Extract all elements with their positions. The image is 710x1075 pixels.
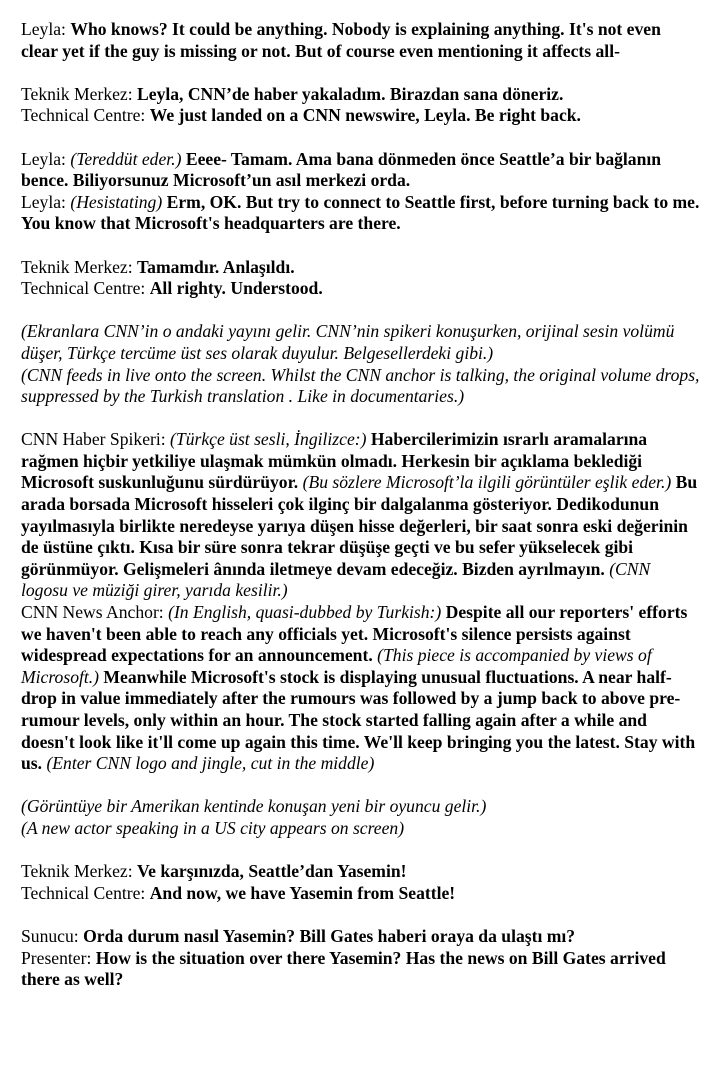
dialogue-line (21, 796, 700, 818)
dialogue-line (21, 948, 700, 991)
dialogue-text: Ve karşınızda, Seattle’dan Yasemin! (137, 861, 407, 882)
stage-direction: (Tereddüt eder.) (70, 148, 182, 169)
dialogue-line (21, 321, 700, 364)
stage-direction: (Ekranlara CNN’in o andaki yayını gelir. CNN’nin spikeri konuşurken, orijinal sesin volümü düşer, Türkçe tercüme üst ses olarak duyulur. Belgesellerdeki gibi.) (21, 321, 675, 363)
dialogue-text: How is the situation over there Yasemin? Has the news on Bill Gates arrived there as well? (21, 947, 666, 990)
dialogue-text: Despite all our reporters' efforts we haven't been able to reach any officials yet. Microsoft's silence persists against widespread expectations for an announcement. (21, 602, 688, 666)
dialogue-block (21, 926, 700, 991)
stage-direction: (Görüntüye bir Amerikan kentinde konuşan yeni bir oyuncu gelir.) (21, 796, 487, 817)
dialogue-block (21, 84, 700, 127)
speaker-label: Sunucu: (21, 925, 84, 946)
dialogue-text: All righty. Understood. (149, 278, 323, 299)
dialogue-line (21, 861, 700, 883)
dialogue-text: Leyla, CNN’de haber yakaladım. Birazdan sana döneriz. (137, 83, 564, 104)
speaker-label: Teknik Merkez: (21, 256, 138, 277)
dialogue-text: Meanwhile Microsoft's stock is displaying unusual fluctuations. A near half-drop in value immediately after the rumours was followed by a jump back to above pre-rumour levels, only within an hour. The stock started falling again after a while and doesn't look like it'll come up again this time. We'll keep bringing you the latest. Stay with us. (21, 666, 696, 774)
dialogue-line (21, 149, 700, 192)
dialogue-line (21, 883, 700, 905)
dialogue-line (21, 365, 700, 408)
dialogue-line (21, 429, 700, 602)
dialogue-text: Bu arada borsada Microsoft hisseleri çok ilginç bir dalgalanma gösteriyor. Dedikodunun yayılmasıyla birlikte neredeyse yarıya düşen hisse değerleri, bir saat sonra eski değerinin de üstüne çıktı. Kısa bir süre sonra tekrar düşüşe geçti ve bu sefer yükselecek gibi görünmüyor. Gelişmeleri ânında iletmeye devam edeceğiz. Bizden ayrılmayın. (21, 472, 698, 579)
speaker-label: Teknik Merkez: (21, 83, 138, 104)
dialogue-line (21, 105, 700, 127)
speaker-label: Leyla: (21, 19, 71, 39)
stage-direction: (Hesistating) (70, 191, 163, 212)
dialogue-line (21, 818, 700, 840)
dialogue-block (21, 861, 700, 904)
stage-direction: (A new actor speaking in a US city appears on screen) (21, 817, 405, 838)
dialogue-text: Who knows? It could be anything. Nobody is explaining anything. It's not even clear yet if the guy is missing or not. But of course even mentioning it affects all- (21, 19, 661, 61)
dialogue-line (21, 84, 700, 106)
dialogue-text: Erm, OK. But try to connect to Seattle first, before turning back to me. You know that Microsoft's headquarters are there. (21, 191, 700, 234)
stage-direction: (Enter CNN logo and jingle, cut in the middle) (46, 753, 375, 774)
speaker-label: Leyla: (21, 191, 71, 212)
dialogue-text: Orda durum nasıl Yasemin? Bill Gates haberi oraya da ulaştı mı? (83, 925, 576, 946)
speaker-label: CNN Haber Spikeri: (21, 429, 171, 450)
dialogue-line (21, 278, 700, 300)
speaker-label: Technical Centre: (21, 882, 150, 903)
dialogue-text: We just landed on a CNN newswire, Leyla. Be right back. (149, 105, 581, 126)
dialogue-line (21, 926, 700, 948)
stage-direction: (CNN feeds in live onto the screen. Whilst the CNN anchor is talking, the original volume drops, suppressed by the Turkish translation . Like in documentaries.) (21, 364, 700, 407)
stage-direction: (CNN logosu ve müziği girer, yarıda kesilir.) (21, 558, 651, 601)
stage-direction: (Bu sözlere Microsoft’la ilgili görüntüler eşlik eder.) (302, 472, 672, 493)
dialogue-text: Habercilerimizin ısrarlı aramalarına rağmen hiçbir yetkiliye ulaşmak mümkün olmadı. Herkesin bir açıklama beklediği Microsoft suskunluğunu sürdürüyor. (21, 429, 648, 493)
dialogue-block (21, 19, 700, 62)
dialogue-block (21, 257, 700, 300)
dialogue-line (21, 192, 700, 235)
dialogue-text: And now, we have Yasemin from Seattle! (149, 882, 456, 903)
speaker-label: Technical Centre: (21, 105, 150, 126)
dialogue-text: Tamamdır. Anlaşıldı. (137, 256, 295, 277)
dialogue-block (21, 149, 700, 235)
speaker-label: Technical Centre: (21, 278, 150, 299)
dialogue-block (21, 796, 700, 839)
script-body (21, 19, 700, 991)
speaker-label: CNN News Anchor: (21, 602, 169, 623)
dialogue-line (21, 19, 700, 62)
dialogue-block (21, 429, 700, 775)
dialogue-line (21, 257, 700, 279)
dialogue-text: Eeee- Tamam. Ama bana dönmeden önce Seattle’a bir bağlanın bence. Biliyorsunuz Microsoft’un asıl merkezi orda. (21, 148, 662, 191)
stage-direction: (In English, quasi-dubbed by Turkish:) (168, 602, 442, 623)
speaker-label: Presenter: (21, 947, 96, 968)
speaker-label: Leyla: (21, 148, 71, 169)
stage-direction: (Türkçe üst sesli, İngilizce:) (170, 429, 367, 450)
speaker-label: Teknik Merkez: (21, 861, 138, 882)
dialogue-block (21, 321, 700, 407)
stage-direction: (This piece is accompanied by views of Microsoft.) (21, 645, 652, 687)
dialogue-line (21, 602, 700, 775)
